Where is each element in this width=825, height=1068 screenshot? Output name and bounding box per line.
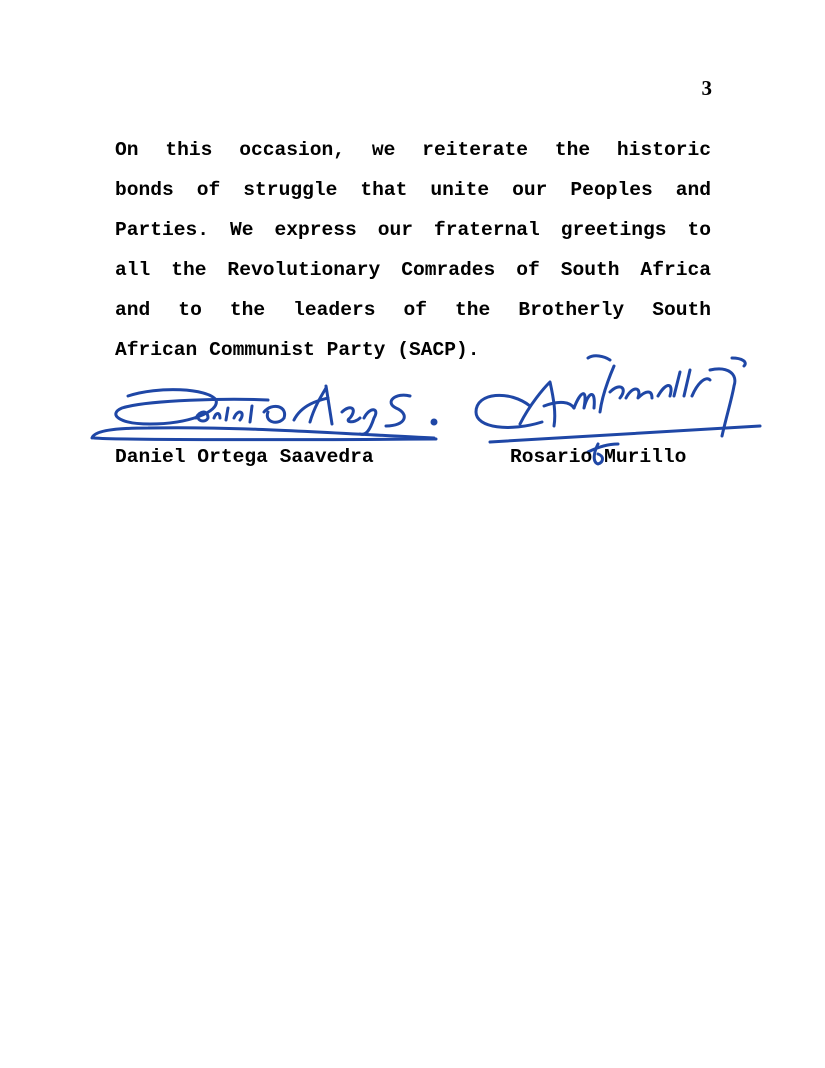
paragraph-line: African Communist Party (SACP). <box>115 339 480 361</box>
paragraph-line: and to the leaders of the Brotherly South <box>115 299 711 321</box>
paragraph-line: Parties. We express our fraternal greetings to <box>115 219 711 241</box>
paragraph-line: bonds of struggle that unite our Peoples and <box>115 179 711 201</box>
paragraph-line: On this occasion, we reiterate the historic <box>115 139 711 161</box>
page-number: 3 <box>701 76 712 100</box>
letter-paragraph <box>115 130 711 370</box>
signature-ortega <box>88 378 448 448</box>
paragraph-line: all the Revolutionary Comrades of South Africa <box>115 259 711 281</box>
signer-name-right: Rosario Murillo <box>510 446 687 468</box>
signer-name-left: Daniel Ortega Saavedra <box>115 446 374 468</box>
